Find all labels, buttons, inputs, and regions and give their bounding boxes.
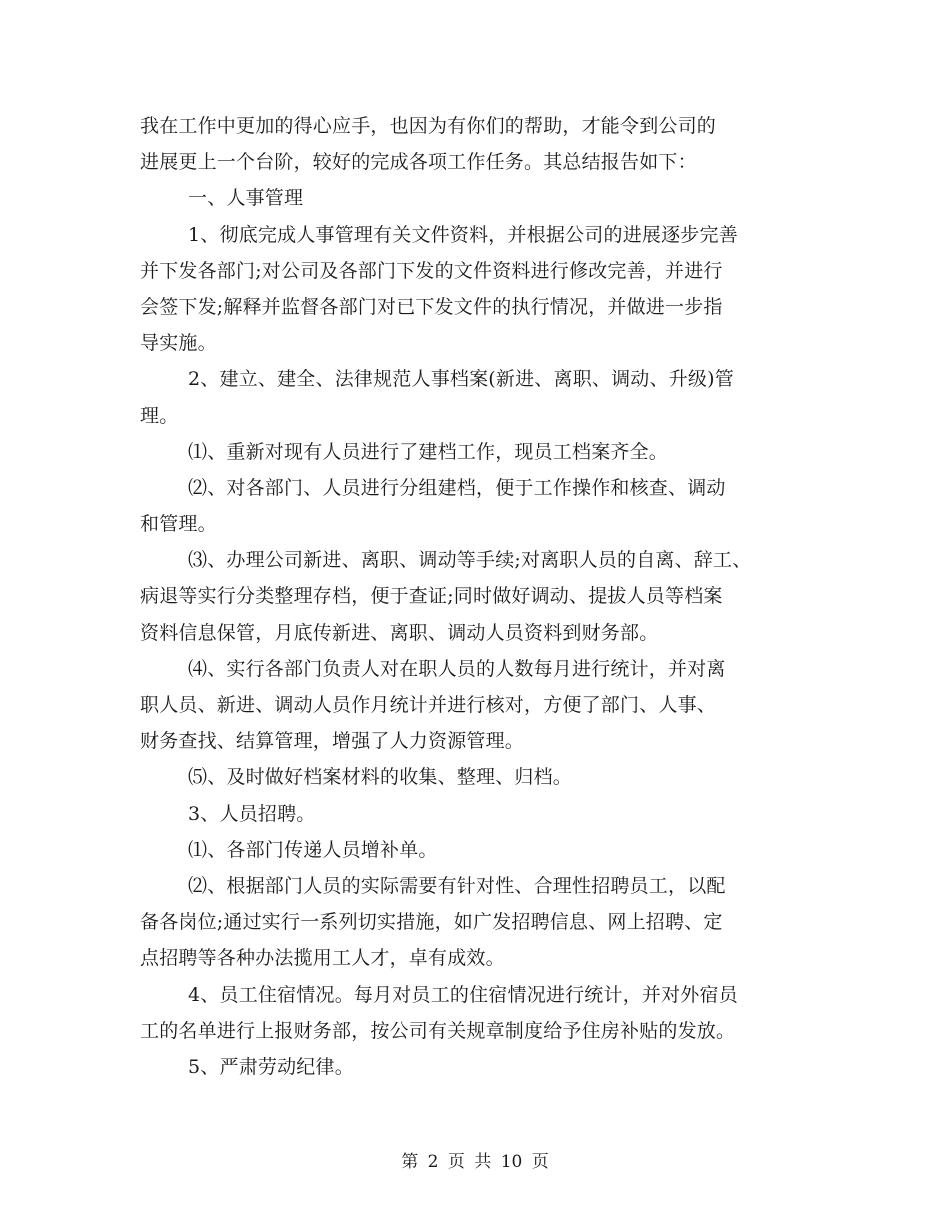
text-line: 进展更上一个台阶，较好的完成各项工作任务。其总结报告如下： <box>140 151 697 174</box>
text-line: 财务查找、结算管理，增强了人力资源管理。 <box>140 730 525 753</box>
text-line: 我在工作中更加的得心应手，也因为有你们的帮助，才能令到公司的 <box>140 115 717 137</box>
text-line: 1、彻底完成人事管理有关文件资料，并根据公司的进展逐步完善 <box>188 223 738 246</box>
text-line: 和管理。 <box>140 513 217 536</box>
text-line: 导实施。 <box>140 332 217 355</box>
text-line: ⑵、对各部门、人员进行分组建档，便于工作操作和核查、调动 <box>188 476 726 499</box>
text-line: 备各岗位;通过实行一系列切实措施，如广发招聘信息、网上招聘、定 <box>140 911 723 934</box>
text-line: 4、员工住宿情况。每月对员工的住宿情况进行统计，并对外宿员 <box>188 983 738 1006</box>
text-line: 工的名单进行上报财务部，按公司有关规章制度给予住房补贴的发放。 <box>140 1019 736 1042</box>
text-line: 一、人事管理 <box>188 187 304 210</box>
text-line: ⑵、根据部门人员的实际需要有针对性、合理性招聘员工，以配 <box>188 874 726 897</box>
text-line: 2、建立、建全、法律规范人事档案(新进、离职、调动、升级)管 <box>188 368 734 391</box>
page-footer: 第 2 页 共 10 页 <box>401 1152 549 1172</box>
text-line: 会签下发;解释并监督各部门对已下发文件的执行情况，并做进一步指 <box>140 295 723 318</box>
text-line: 病退等实行分类整理存档，便于查证;同时做好调动、提拔人员等档案 <box>140 585 723 608</box>
text-line: 理。 <box>140 404 179 427</box>
text-line: ⑷、实行各部门负责人对在职人员的人数每月进行统计，并对离 <box>188 657 726 680</box>
text-line: 职人员、新进、调动人员作月统计并进行核对，方便了部门、人事、 <box>140 694 717 716</box>
text-line: ⑸、及时做好档案材料的收集、整理、归档。 <box>188 766 573 789</box>
text-line: ⑴、各部门传递人员增补单。 <box>188 838 438 861</box>
text-line: 5、严肃劳动纪律。 <box>188 1055 354 1078</box>
text-line: 点招聘等各种办法揽用工人才，卓有成效。 <box>140 947 505 970</box>
document-body <box>140 108 812 1085</box>
text-line: 资料信息保管，月底传新进、离职、调动人员资料到财务部。 <box>140 621 659 644</box>
text-line: ⑶、办理公司新进、离职、调动等手续;对离职人员的自离、辞工、 <box>188 549 752 572</box>
text-line: ⑴、重新对现有人员进行了建档工作，现员工档案齐全。 <box>188 440 669 463</box>
text-line: 3、人员招聘。 <box>188 802 316 825</box>
text-line: 并下发各部门;对公司及各部门下发的文件资料进行修改完善，并进行 <box>140 259 723 282</box>
